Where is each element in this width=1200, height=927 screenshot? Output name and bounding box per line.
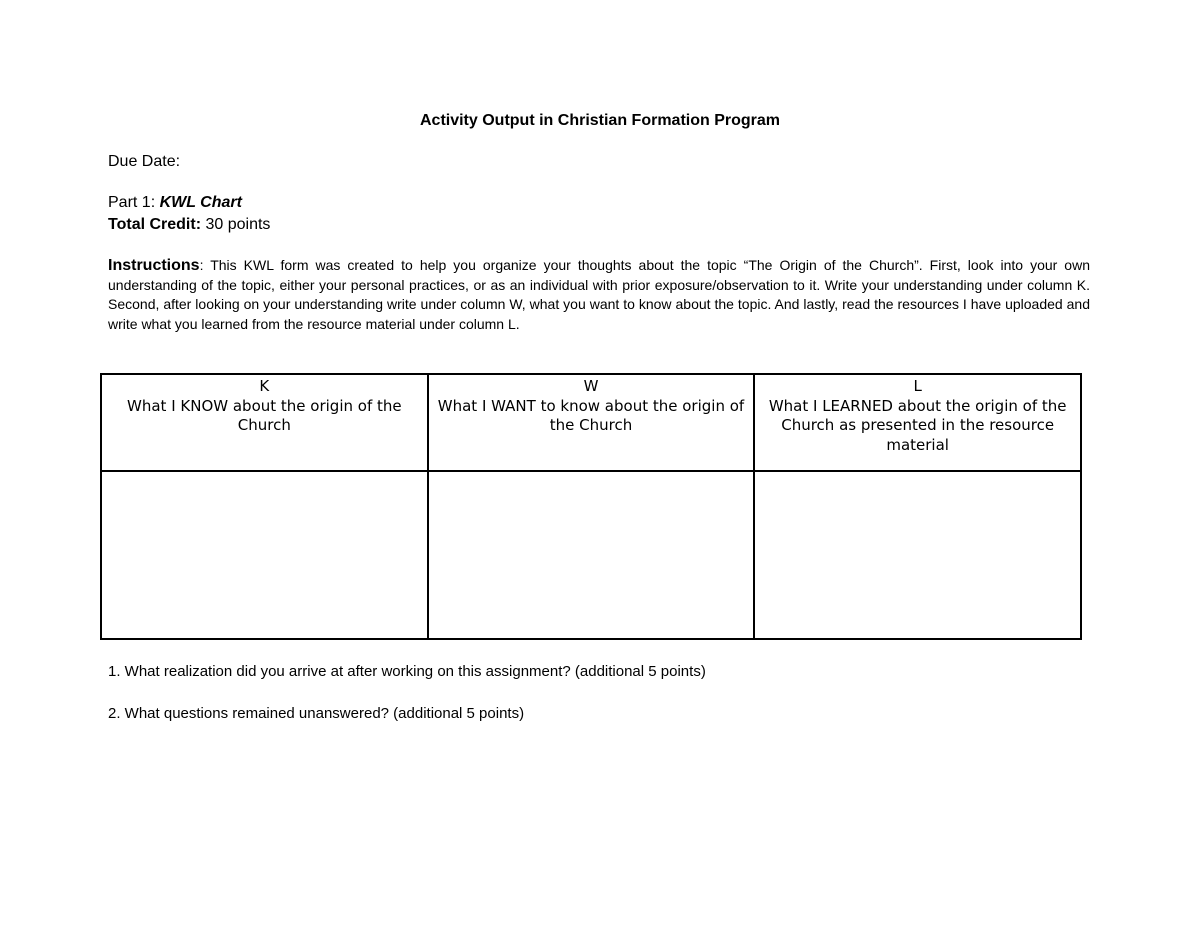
column-letter-w: W (583, 377, 599, 395)
column-prompt-k: What I KNOW about the origin of the Church (127, 396, 402, 435)
question-2: 2. What questions remained unanswered? (additional 5 points) (108, 705, 525, 722)
column-prompt-w: What I WANT to know about the origin of the Church (437, 396, 745, 435)
kwl-answer-w[interactable] (428, 471, 755, 639)
kwl-table (100, 373, 1082, 640)
due-date-label: Due Date: (108, 153, 181, 170)
part-heading (108, 192, 242, 214)
kwl-answer-row (101, 471, 1081, 639)
part-name: KWL Chart (159, 194, 242, 211)
question-1: 1. What realization did you arrive at after working on this assignment? (additional 5 points) (108, 663, 706, 680)
column-letter-k: K (259, 377, 270, 395)
credit-value: 30 points (201, 216, 271, 233)
kwl-header-row (101, 374, 1081, 471)
document-title: Activity Output in Christian Formation Program (419, 112, 781, 129)
instructions-text: : This KWL form was created to help you organize your thoughts about the topic “The Origin of the Church”. First, look into your own understanding of the topic, either your personal practices, or as an individual with prior exposure/observation to it. Write your understanding under column K. Second, after looking on your understanding write under column W, what you want to know about the topic. And lastly, read the resources I have uploaded and write what you learned from the resource material under column L. (108, 257, 1090, 332)
total-credit (108, 214, 270, 236)
instructions-paragraph (108, 256, 1090, 334)
part-label: Part 1: (108, 194, 160, 211)
kwl-header-k (101, 374, 428, 471)
kwl-header-l (754, 374, 1081, 471)
column-prompt-l: What I LEARNED about the origin of the Church as presented in the resource material (768, 396, 1067, 454)
kwl-answer-k[interactable] (101, 471, 428, 639)
instructions-label: Instructions (108, 257, 200, 274)
kwl-answer-l[interactable] (754, 471, 1081, 639)
kwl-header-w (428, 374, 755, 471)
column-letter-l: L (913, 377, 922, 395)
credit-label: Total Credit: (108, 216, 202, 233)
